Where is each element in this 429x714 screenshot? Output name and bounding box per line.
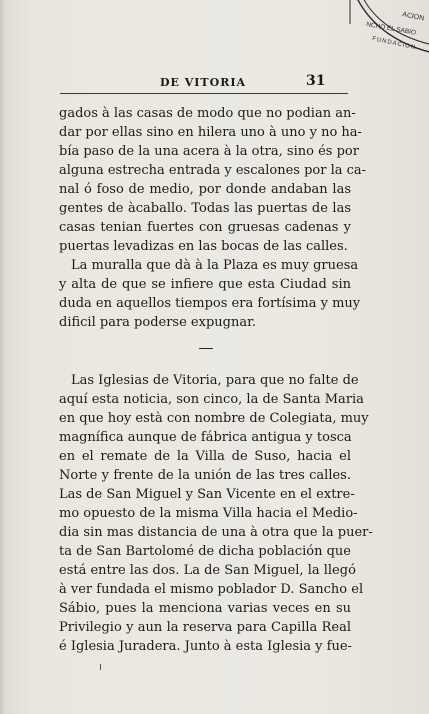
text-line: aquí esta noticia, son cinco, la de Santa Maria — [59, 392, 364, 407]
text-line: Norte y frente de la unión de las tres calles. — [59, 468, 351, 483]
text-line: ta de San Bartolomé de dicha población que — [59, 544, 351, 559]
stamp-text-top: ACION — [401, 11, 425, 23]
section-separator — [199, 348, 213, 349]
text-line: puertas levadizas en las bocas de las calles. — [59, 239, 348, 254]
text-line: casas tenian fuertes con gruesas cadenas y — [59, 220, 351, 235]
text-line: nal ó foso de medio, por donde andaban las — [59, 182, 351, 197]
page-header — [60, 73, 326, 94]
body-text — [59, 104, 373, 656]
text-line: à ver fundada el mismo poblador D. Sancho el — [59, 582, 364, 597]
text-line: mo opuesto de la misma Villa hacia el Medio- — [59, 506, 358, 521]
text-line: está entre las dos. La de San Miguel, la llegó — [59, 563, 356, 578]
text-line: La muralla que dà à la Plaza es muy gruesa — [71, 258, 359, 273]
text-line: dificil para poderse expugnar. — [59, 315, 257, 330]
text-line: en el remate de la Villa de Suso, hacia el — [59, 449, 351, 464]
running-head: DE VITORIA — [160, 76, 247, 89]
header-rule — [60, 93, 348, 94]
text-line: magnífica aunque de fábrica antigua y tosca — [59, 430, 352, 445]
text-line: Las Iglesias de Vitoria, para que no falte de — [71, 373, 359, 388]
text-line: Privilegio y aun la reserva para Capilla Real — [59, 620, 351, 635]
text-line: dia sin mas distancia de una à otra que la puer- — [59, 525, 373, 540]
library-stamp — [344, 0, 429, 74]
text-line: bía paso de la una acera à la otra, sino és por — [59, 144, 359, 159]
text-line: alguna estrecha entrada y escalones por la ca- — [59, 163, 367, 178]
text-line: y alta de que se infiere que esta Ciudad sin — [59, 277, 351, 292]
text-line: é Iglesia Juradera. Junto à esta Iglesia y fue- — [59, 639, 352, 654]
text-line: Sábio, pues la menciona varias veces en su — [59, 601, 351, 616]
text-line: duda en aquellos tiempos era fortísima y muy — [59, 296, 361, 311]
text-line: dar por ellas sino en hilera uno à uno y no ha- — [59, 125, 362, 140]
text-line: Las de San Miguel y San Vicente en el extre- — [59, 487, 355, 502]
text-line: en que hoy està con nombre de Colegiata, muy — [59, 411, 369, 426]
text-line: gados à las casas de modo que no podian an- — [59, 106, 356, 121]
stamp-text-bottom: FUNDACION — [371, 36, 417, 52]
paper-mark — [100, 664, 101, 670]
text-line: gentes de àcaballo. Todas las puertas de las — [59, 201, 351, 216]
stamp-text-middle: NCHO EL SABIO — [365, 21, 417, 37]
page-number: 31 — [306, 73, 326, 89]
binding-shadow — [0, 0, 6, 714]
